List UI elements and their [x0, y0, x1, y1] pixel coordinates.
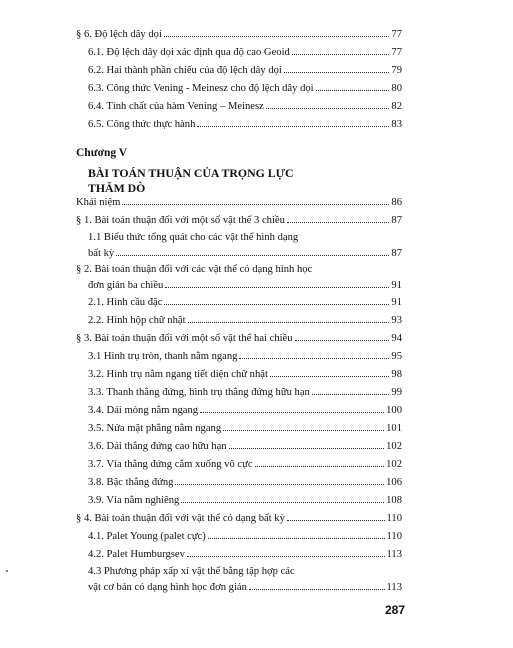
- toc-entry: [76, 98, 402, 116]
- toc-entry-page: 102: [386, 441, 402, 452]
- toc-entry-title: 6.3. Công thức Vening - Meinesz cho độ lệch dây dọi: [88, 83, 314, 94]
- toc-entry: [76, 62, 402, 80]
- dot-leader: [116, 255, 389, 256]
- toc-entry-title: 3.3. Thanh thẳng đứng, hình trụ thẳng đứng hữu hạn: [88, 387, 310, 398]
- toc-entry-title: 3.5. Nửa mặt phẳng nằm ngang: [88, 423, 222, 434]
- dot-leader: [164, 304, 389, 305]
- dot-leader: [255, 466, 385, 467]
- toc-entry-title: 6.1. Độ lệch dây dọi xác định qua độ cao Geoid: [88, 47, 290, 58]
- toc-entry-title: 6.5. Công thức thực hành: [88, 119, 196, 130]
- toc-entry-title: 2.1. Hình cầu đặc: [88, 297, 163, 308]
- toc-entry-page: 102: [386, 459, 402, 470]
- toc-entry-page: 80: [391, 83, 402, 94]
- toc-entry-title: 1.1 Biểu thức tổng quát cho các vật thể hình dạng: [88, 232, 299, 243]
- dot-leader: [239, 358, 389, 359]
- toc-entry-title: § 6. Độ lệch dây dọi: [76, 29, 162, 40]
- toc-entry-page: 95: [391, 351, 402, 362]
- toc-entry-page: 86: [391, 197, 402, 208]
- dot-leader: [295, 340, 390, 341]
- dot-leader: [287, 222, 389, 223]
- toc-entry-title: 3.9. Vỉa nằm nghiêng: [88, 495, 180, 506]
- toc-entry: [76, 312, 402, 330]
- toc-entry-page: 99: [391, 387, 402, 398]
- toc-entry-page: 77: [391, 29, 402, 40]
- toc-entry-title: 3.8. Bậc thẳng đứng: [88, 477, 174, 488]
- toc-entry: [76, 246, 402, 262]
- toc-entry: [76, 116, 402, 134]
- toc-entry-title: 3.4. Dải mỏng nằm ngang: [88, 405, 199, 416]
- toc-entry-title: 4.2. Palet Humburgsev: [88, 549, 185, 560]
- toc-entry-title: § 3. Bài toán thuận đối với một số vật thể hai chiều: [76, 333, 293, 344]
- toc-entry-title: 3.6. Dải thẳng đứng cao hữu hạn: [88, 441, 227, 452]
- toc-entry-title-cont: đơn giản ba chiều: [88, 280, 164, 291]
- toc-entry: [76, 474, 402, 492]
- chapter-title: [88, 166, 378, 196]
- toc-entry: [76, 402, 402, 420]
- toc-entry-title: 2.2. Hình hộp chữ nhật: [88, 315, 186, 326]
- toc-entry-title: 3.2. Hình trụ nằm ngang tiết diện chữ nhật: [88, 369, 268, 380]
- dot-leader: [284, 72, 390, 73]
- toc-entry: [76, 348, 402, 366]
- toc-entry: [76, 528, 402, 546]
- toc-entry-title-cont: vật cơ bản có dạng hình học đơn giản: [88, 582, 247, 593]
- toc-entry: [76, 510, 402, 528]
- dot-leader: [312, 394, 390, 395]
- toc-entry: [76, 330, 402, 348]
- dot-leader: [175, 484, 384, 485]
- toc-entry-page: 113: [386, 582, 402, 593]
- chapter-title-line: THĂM DÒ: [88, 181, 146, 195]
- toc-entry: [76, 580, 402, 596]
- toc-entry-page: 87: [391, 248, 402, 259]
- toc-entry: [76, 80, 402, 98]
- toc-entry: [76, 278, 402, 294]
- toc-entry-title: 4.1. Palet Young (palet cực): [88, 531, 206, 542]
- dot-leader: [229, 448, 385, 449]
- toc-entry-page: 91: [391, 280, 402, 291]
- toc-entry-page: 100: [386, 405, 402, 416]
- dot-leader: [208, 538, 385, 539]
- dot-leader: [287, 520, 385, 521]
- chapter-label: Chương V: [76, 147, 128, 159]
- dot-leader: [270, 376, 389, 377]
- toc-entry-page: 106: [386, 477, 402, 488]
- toc-entry: [76, 26, 402, 44]
- toc-entry-title: 4.3 Phương pháp xấp xỉ vật thể bằng tập hợp các: [88, 566, 295, 577]
- toc-entry-page: 91: [391, 297, 402, 308]
- toc-entry: [76, 546, 402, 564]
- dot-leader: [197, 126, 389, 127]
- toc-entry-title: 3.1 Hình trụ tròn, thanh nằm ngang: [88, 351, 238, 362]
- toc-entry-page: 110: [386, 531, 402, 542]
- toc-entry-page: 87: [391, 215, 402, 226]
- toc-entry-page: 101: [386, 423, 402, 434]
- dot-leader: [223, 430, 384, 431]
- toc-entry-title: 6.2. Hai thành phần chiếu của độ lệch dây dọi: [88, 65, 282, 76]
- toc-entry-title: 3.7. Vỉa thẳng đứng cắm xuống vô cực: [88, 459, 253, 470]
- toc-entry-page: 79: [391, 65, 402, 76]
- toc-entry-line: [76, 230, 402, 246]
- toc-entry-page: 77: [391, 47, 402, 58]
- toc-entry: [76, 294, 402, 312]
- toc-entry-page: 93: [391, 315, 402, 326]
- dot-leader: [266, 108, 390, 109]
- toc-entry-title: 6.4. Tính chất của hàm Vening – Meinesz: [88, 101, 264, 112]
- toc-entry-title: § 4. Bài toán thuận đối với vật thể có dạng bất kỳ: [76, 513, 285, 524]
- dot-leader: [122, 204, 389, 205]
- toc-entry: [76, 194, 402, 212]
- toc-entry-page: 110: [386, 513, 402, 524]
- toc-entry: [76, 420, 402, 438]
- toc-entry-line: [76, 564, 402, 580]
- toc-entry: [76, 492, 402, 510]
- dot-leader: [249, 589, 385, 590]
- chapter-title-line: BÀI TOÁN THUẬN CỦA TRỌNG LỰC: [88, 166, 294, 180]
- toc-entry-page: 113: [386, 549, 402, 560]
- toc-entry-title: § 1. Bài toán thuận đối với một số vật thể 3 chiều: [76, 215, 285, 226]
- toc-entry-page: 98: [391, 369, 402, 380]
- scan-speck: [6, 570, 8, 572]
- toc-entry: [76, 212, 402, 230]
- toc-entry-page: 82: [391, 101, 402, 112]
- toc-entry: [76, 384, 402, 402]
- dot-leader: [188, 322, 390, 323]
- section-6-block: [76, 26, 402, 134]
- dot-leader: [181, 502, 384, 503]
- toc-entry-title: Khái niệm: [76, 197, 121, 208]
- toc-entry: [76, 438, 402, 456]
- toc-entry-page: 94: [391, 333, 402, 344]
- toc-entry-title: § 2. Bài toán thuận đối với các vật thể có dạng hình học: [76, 264, 313, 275]
- toc-entry: [76, 366, 402, 384]
- page-number: 287: [385, 603, 406, 617]
- toc-entry-page: 108: [386, 495, 402, 506]
- dot-leader: [292, 54, 390, 55]
- toc-entry-page: 83: [391, 119, 402, 130]
- toc-entry-line: [76, 262, 402, 278]
- toc-entry-title-cont: bất kỳ: [88, 248, 115, 259]
- dot-leader: [164, 36, 389, 37]
- dot-leader: [165, 287, 389, 288]
- dot-leader: [316, 90, 390, 91]
- toc-entry: [76, 456, 402, 474]
- dot-leader: [200, 412, 384, 413]
- dot-leader: [187, 556, 385, 557]
- toc-entry: [76, 44, 402, 62]
- chapter-5-toc: [76, 194, 402, 596]
